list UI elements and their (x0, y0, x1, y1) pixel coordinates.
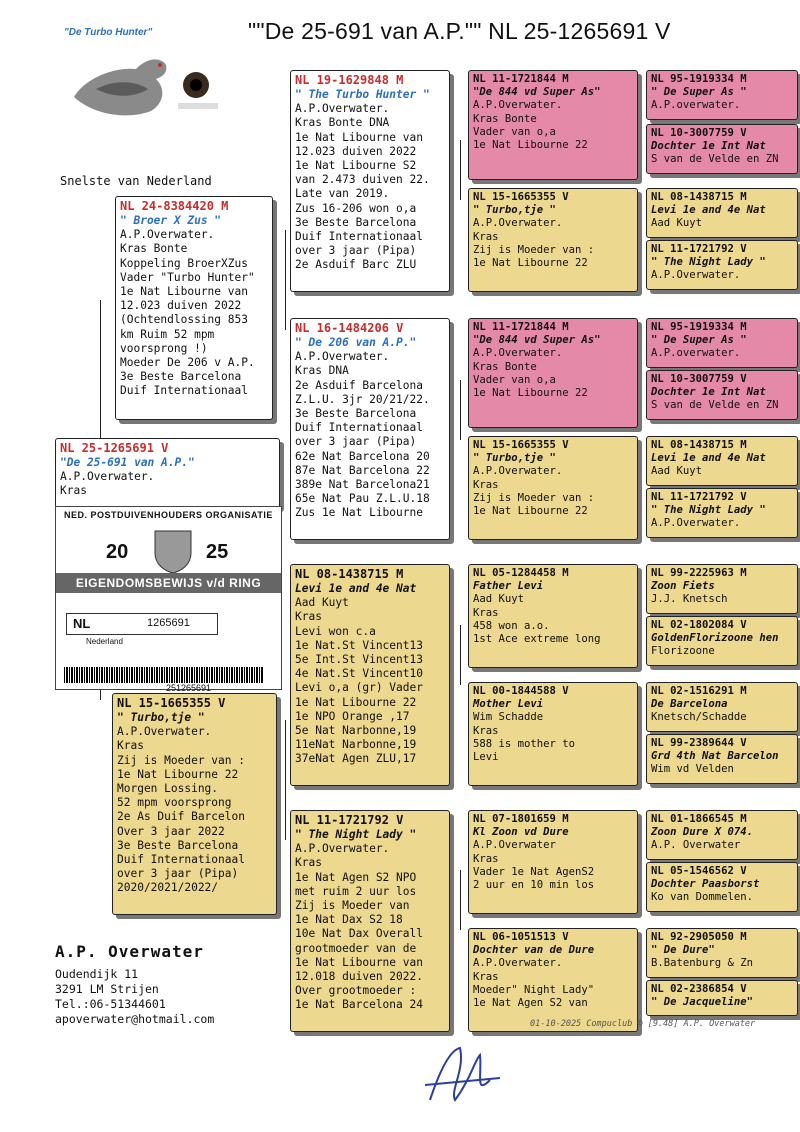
barcode (64, 667, 264, 683)
card-line: van 2.473 duiven 22. (295, 173, 430, 187)
card-line: Late van 2019. (295, 187, 390, 201)
pigeon-card-g7 (646, 436, 798, 486)
ring-number: NL 06-1051513 V (473, 931, 569, 943)
pigeon-name: Grd 4th Nat Barcelon (651, 750, 779, 763)
certificate-ring: 1265691 (147, 617, 190, 629)
pigeon-name: " Broer X Zus " (120, 214, 222, 227)
pigeon-name: " The Turbo Hunter " (295, 88, 430, 101)
owner-address: Oudendijk 11 (55, 967, 139, 981)
card-line: A.P.Overwater. (60, 470, 155, 484)
ring-number: NL 08-1438715 M (295, 567, 404, 581)
ring-number: NL 15-1665355 V (473, 191, 569, 203)
card-line: 4e Nat.St Vincent10 (295, 667, 423, 681)
card-line: 10e Nat Dax Overall (295, 927, 423, 941)
card-line: Kras (473, 724, 499, 737)
ring-number: NL 24-8384420 M (120, 199, 229, 213)
card-line: Zij is Moeder van : (473, 491, 595, 504)
connector (460, 380, 461, 440)
card-line: Kras (473, 970, 499, 983)
logo-text: "De Turbo Hunter" (64, 27, 153, 38)
card-line: 3e Beste Barcelona (120, 370, 242, 384)
ring-number: NL 16-1484206 V (295, 321, 404, 335)
pigeon-card-g13 (646, 810, 798, 860)
pigeon-card-g16 (646, 980, 798, 1016)
pigeon-card-g3 (646, 188, 798, 238)
ownership-certificate (55, 506, 282, 693)
card-line: Ko van Dommelen. (651, 891, 754, 904)
pigeon-card-mother (112, 693, 277, 915)
pigeon-icon (56, 27, 246, 132)
card-line: A.P.Overwater. (473, 347, 563, 360)
pigeon-name: " The Night Lady " (295, 828, 417, 841)
card-line: 87e Nat Barcelona 22 (295, 463, 430, 477)
connector (640, 705, 641, 755)
ring-number: NL 02-1516291 M (651, 685, 747, 697)
ring-number: NL 99-2389644 V (651, 737, 747, 749)
pigeon-card-fmm (468, 436, 638, 540)
card-line: J.J. Knetsch (651, 593, 728, 606)
card-line: 1e Nat Barcelona 24 (295, 998, 423, 1012)
ring-number: NL 11-1721844 M (473, 321, 569, 333)
owner-name: A.P. Overwater (55, 942, 204, 961)
snelste-label: Snelste van Nederland (60, 174, 212, 188)
card-line: Aad Kuyt (473, 593, 525, 606)
certificate-banner: EIGENDOMSBEWIJS v/d RING (56, 573, 281, 593)
connector (640, 90, 641, 140)
card-line: Kras DNA (295, 364, 349, 378)
pigeon-card-g2 (646, 124, 798, 174)
pigeon-name: " Turbo,tje " (473, 452, 556, 465)
card-line: Moeder De 206 v A.P. (120, 356, 255, 370)
pigeon-card-mmm (468, 928, 638, 1032)
pigeon-name: De Barcelona (651, 698, 728, 711)
ring-number: NL 08-1438715 M (651, 439, 747, 451)
ring-number: NL 11-1721792 V (651, 243, 747, 255)
ring-number: NL 25-1265691 V (60, 441, 169, 455)
card-line: 37eNat Agen ZLU,17 (295, 752, 417, 766)
ring-number: NL 05-1284458 M (473, 567, 569, 579)
card-line: A.P. Overwater (651, 839, 741, 852)
card-line: 1e Nat Libourne 22 (473, 387, 588, 400)
card-line: 1e Nat Libourne van (120, 285, 248, 299)
card-line: 2e Asduif Barcelona (295, 378, 423, 392)
card-line: 1e Nat Libourne S2 (295, 159, 417, 173)
connector (640, 950, 641, 1000)
ring-number: NL 02-2386854 V (651, 983, 747, 995)
card-line: A.P.Overwater. (120, 228, 215, 242)
card-line: A.P.Overwater. (473, 957, 563, 970)
card-line: 2020/2021/2022/ (117, 881, 219, 895)
card-line: 1e Nat Libourne 22 (473, 139, 588, 152)
card-line: Over 3 jaar 2022 (117, 824, 225, 838)
pigeon-name: " The Night Lady " (651, 256, 766, 269)
pigeon-card-mf (290, 564, 450, 786)
card-line: Zij is Moeder van : (117, 753, 245, 767)
card-line: Moeder" Night Lady" (473, 983, 595, 996)
card-line: B.Batenburg & Zn (651, 957, 754, 970)
card-line: Zus 1e Nat Libourne (295, 506, 423, 520)
card-line: 65e Nat Pau Z.L.U.18 (295, 492, 430, 506)
owner-city: 3291 LM Strijen (55, 982, 159, 996)
pigeon-name: Zoon Dure X 074. (651, 826, 754, 839)
ring-number: NL 95-1919334 M (651, 73, 747, 85)
card-line: Vader 1e Nat AgenS2 (473, 865, 595, 878)
pigeon-card-mm (290, 810, 450, 1032)
pigeon-name: " Turbo,tje " (473, 204, 556, 217)
pigeon-card-g11 (646, 682, 798, 732)
certificate-nederland: Nederland (86, 637, 123, 646)
card-line: Duif Internationaal (117, 853, 245, 867)
ring-number: NL 11-1721792 V (295, 813, 404, 827)
signature (420, 1040, 510, 1110)
pigeon-name: Levi 1e and 4e Nat (651, 204, 766, 217)
connector (460, 625, 461, 685)
card-line: Duif Internationaal (120, 384, 248, 398)
connector (640, 580, 641, 630)
card-line: 389e Nat Barcelona21 (295, 478, 430, 492)
ring-number: NL 92-2905050 M (651, 931, 747, 943)
ring-number: NL 15-1665355 V (473, 439, 569, 451)
card-line: Zij is Moeder van : (473, 243, 595, 256)
card-line: Kras (295, 610, 322, 624)
card-line: Florizoone (651, 645, 715, 658)
pigeon-name: " The Night Lady " (651, 504, 766, 517)
connector (460, 140, 461, 200)
card-line: Zij is Moeder van (295, 899, 410, 913)
card-line: Aad Kuyt (651, 465, 703, 478)
pigeon-name: Dochter Paasborst (651, 878, 760, 891)
card-line: Kras Bonte (473, 360, 537, 373)
pigeon-name: "De 25-691 van A.P." (60, 456, 195, 469)
card-line: 2 uur en 10 min los (473, 879, 595, 892)
pigeon-card-g12 (646, 734, 798, 784)
card-line: Morgen Lossing. (117, 782, 219, 796)
card-line: 12.018 duiven 2022. (295, 970, 423, 984)
card-line: over 3 jaar (Pipa) (295, 244, 417, 258)
card-line: 1e Nat Libourne 22 (117, 767, 239, 781)
certificate-org: NED. POSTDUIVENHOUDERS ORGANISATIE (64, 510, 273, 520)
connector (640, 460, 641, 510)
pigeon-card-g9 (646, 564, 798, 614)
connector (285, 230, 286, 330)
pigeon-card-g8 (646, 488, 798, 538)
barcode-number: 251265691 (166, 683, 212, 693)
card-line: 2e Asduif Barc ZLU (295, 258, 417, 272)
ring-number: NL 01-1866545 M (651, 813, 747, 825)
pigeon-card-g4 (646, 240, 798, 290)
pigeon-name: Levi 1e and 4e Nat (651, 452, 766, 465)
certificate-country: NL (73, 616, 91, 631)
ring-number: NL 11-1721792 V (651, 491, 747, 503)
card-line: A.P.Overwater. (473, 217, 563, 230)
card-line: 1e Nat.St Vincent13 (295, 638, 423, 652)
card-line: Kras (473, 606, 499, 619)
card-line: 458 won a.o. (473, 619, 550, 632)
connector (100, 300, 101, 440)
card-line: Kras Bonte (473, 112, 537, 125)
card-line: 1e Nat Libourne 22 (473, 257, 588, 270)
ring-number: NL 11-1721844 M (473, 73, 569, 85)
card-line: A.P.Overwater. (473, 465, 563, 478)
card-line: 1e Nat Libourne van (295, 955, 423, 969)
card-line: Koppeling BroerXZus (120, 256, 248, 270)
card-line: Knetsch/Schadde (651, 711, 747, 724)
card-line: 12.023 duiven 2022 (120, 299, 242, 313)
card-line: 1e NPO Orange ,17 (295, 709, 410, 723)
card-line: Duif Internationaal (295, 230, 423, 244)
pigeon-name: Mother Levi (473, 698, 544, 711)
pigeon-card-ffm (468, 188, 638, 292)
pigeon-name: Dochter van de Dure (473, 944, 595, 957)
card-line: 1e Nat Libourne van (295, 130, 423, 144)
card-line: 12.023 duiven 2022 (295, 144, 417, 158)
ring-number: NL 15-1665355 V (117, 696, 226, 710)
pigeon-card-fff (468, 70, 638, 180)
pigeon-name: Father Levi (473, 580, 544, 593)
card-line: Aad Kuyt (651, 217, 703, 230)
connector (640, 335, 641, 385)
pigeon-name: Kl Zoon vd Dure (473, 826, 569, 839)
card-line: A.P.Overwater. (651, 517, 741, 530)
pigeon-card-g6 (646, 370, 798, 420)
card-line: (Ochtendlossing 853 (120, 313, 248, 327)
card-line: Levi won c.a (295, 624, 376, 638)
connector (640, 215, 641, 265)
card-line: 1e Nat Dax S2 18 (295, 913, 403, 927)
pigeon-name: " De Dure" (651, 944, 715, 957)
pigeon-card-g1 (646, 70, 798, 120)
pigeon-name: " Turbo,tje " (117, 711, 205, 724)
pigeon-name: GoldenFlorizoone hen (651, 632, 779, 645)
pigeon-name: " De Super As " (651, 334, 747, 347)
pigeon-name: "De 844 vd Super As" (473, 86, 601, 99)
card-line: 3e Beste Barcelona (295, 407, 417, 421)
card-line: km Ruim 52 mpm (120, 327, 215, 341)
connector (640, 830, 641, 880)
ring-number: NL 08-1438715 M (651, 191, 747, 203)
card-line: S van de Velde en ZN (651, 399, 779, 412)
ring-number: NL 07-1801659 M (473, 813, 569, 825)
card-line: Kras (473, 852, 499, 865)
card-line: 5e Nat Narbonne,19 (295, 724, 417, 738)
card-line: grootmoeder van de (295, 941, 417, 955)
card-line: Duif Internationaal (295, 421, 423, 435)
ring-number: NL 02-1802084 V (651, 619, 747, 631)
pigeon-card-mmf (468, 810, 638, 914)
pigeon-name: Dochter 1e Int Nat (651, 140, 766, 153)
pigeon-name: " De Jacqueline" (651, 996, 754, 1009)
owner-block (55, 942, 214, 1027)
pigeon-card-g5 (646, 318, 798, 368)
pigeon-card-fmf (468, 318, 638, 428)
card-line: 1e Nat Agen S2 NPO (295, 870, 417, 884)
card-line: 62e Nat Barcelona 20 (295, 449, 430, 463)
card-line: 1st Ace extreme long (473, 633, 601, 646)
card-line: 3e Beste Barcelona (117, 838, 239, 852)
card-line: Kras (60, 484, 87, 498)
turbo-hunter-logo (56, 27, 246, 132)
card-line: S van de Velde en ZN (651, 153, 779, 166)
card-line: Over grootmoeder : (295, 984, 417, 998)
ring-number: NL 19-1629848 M (295, 73, 404, 87)
owner-email: apoverwater@hotmail.com (55, 1012, 215, 1026)
card-line: Wim Schadde (473, 711, 544, 724)
page-title: ""De 25-691 van A.P."" NL 25-1265691 V (248, 18, 671, 44)
card-line: A.P.Overwater (473, 839, 556, 852)
card-line: A.P.Overwater. (651, 269, 741, 282)
card-line: 11eNat Narbonne,19 (295, 738, 417, 752)
pigeon-card-g10 (646, 616, 798, 666)
pigeon-card-fm (290, 318, 450, 540)
card-line: Vader van o,a (473, 125, 556, 138)
card-line: Kras (473, 478, 499, 491)
card-line: Kras (295, 856, 322, 870)
card-line: Kras (117, 739, 144, 753)
card-line: Levi (473, 751, 499, 764)
card-line: 588 is mother to (473, 737, 576, 750)
card-line: 52 mpm voorsprong (117, 796, 232, 810)
card-line: Levi o,a (gr) Vader (295, 681, 423, 695)
card-line: Zus 16-206 won o,a (295, 201, 417, 215)
card-line: 3e Beste Barcelona (295, 215, 417, 229)
card-line: 2e As Duif Barcelon (117, 810, 245, 824)
card-line: Z.L.U. 3jr 20/21/22. (295, 392, 430, 406)
card-line: A.P.Overwater. (117, 725, 212, 739)
card-line: Vader van o,a (473, 373, 556, 386)
card-line: A.P.Overwater. (295, 350, 390, 364)
pigeon-card-mff (468, 564, 638, 668)
pigeon-name: Dochter 1e Int Nat (651, 386, 766, 399)
card-line: A.P.Overwater. (295, 842, 390, 856)
card-line: Kras Bonte (120, 242, 188, 256)
connector (460, 870, 461, 930)
pigeon-card-g14 (646, 862, 798, 912)
pigeon-name: "De 844 vd Super As" (473, 334, 601, 347)
pigeon-name: " De Super As " (651, 86, 747, 99)
card-line: Wim vd Velden (651, 763, 734, 776)
card-line: voorsprong !) (120, 341, 208, 355)
crest-icon (151, 527, 195, 575)
card-line: A.P.Overwater. (473, 99, 563, 112)
pigeon-card-mfm (468, 682, 638, 786)
card-line: over 3 jaar (Pipa) (117, 867, 239, 881)
footer-credit: 01-10-2025 Compuclub © [9.48] A.P. Overwater (530, 1019, 756, 1029)
card-line: 1e Nat Libourne 22 (473, 505, 588, 518)
pigeon-name: Zoon Fiets (651, 580, 715, 593)
pigeon-card-g15 (646, 928, 798, 978)
card-line: met ruim 2 uur los (295, 884, 417, 898)
ring-number: NL 99-2225963 M (651, 567, 747, 579)
certificate-year-right: 25 (206, 541, 229, 563)
owner-phone: Tel.:06-51344601 (55, 997, 166, 1011)
ring-number: NL 95-1919334 M (651, 321, 747, 333)
ring-number: NL 10-3007759 V (651, 127, 747, 139)
card-line: 5e Int.St Vincent13 (295, 653, 423, 667)
card-line: 1e Nat Agen S2 van (473, 997, 588, 1010)
certificate-year-left: 20 (106, 541, 129, 563)
pigeon-card-ff (290, 70, 450, 292)
card-line: Kras Bonte DNA (295, 116, 390, 130)
pigeon-card-father (115, 196, 273, 420)
pigeon-card-subject (55, 438, 280, 508)
pigeon-name: " De 206 van A.P." (295, 336, 417, 349)
card-line: A.P.overwater. (651, 99, 741, 112)
certificate-ring-box (66, 613, 218, 635)
card-line: Kras (473, 230, 499, 243)
ring-number: NL 00-1844588 V (473, 685, 569, 697)
card-line: A.P.overwater. (651, 347, 741, 360)
card-line: Aad Kuyt (295, 596, 349, 610)
connector (285, 720, 286, 840)
card-line: Vader "Turbo Hunter" (120, 270, 255, 284)
ring-number: NL 05-1546562 V (651, 865, 747, 877)
pigeon-name: Levi 1e and 4e Nat (295, 582, 417, 595)
card-line: over 3 jaar (Pipa) (295, 435, 417, 449)
ring-number: NL 10-3007759 V (651, 373, 747, 385)
card-line: 1e Nat Libourne 22 (295, 695, 417, 709)
card-line: A.P.Overwater. (295, 102, 390, 116)
